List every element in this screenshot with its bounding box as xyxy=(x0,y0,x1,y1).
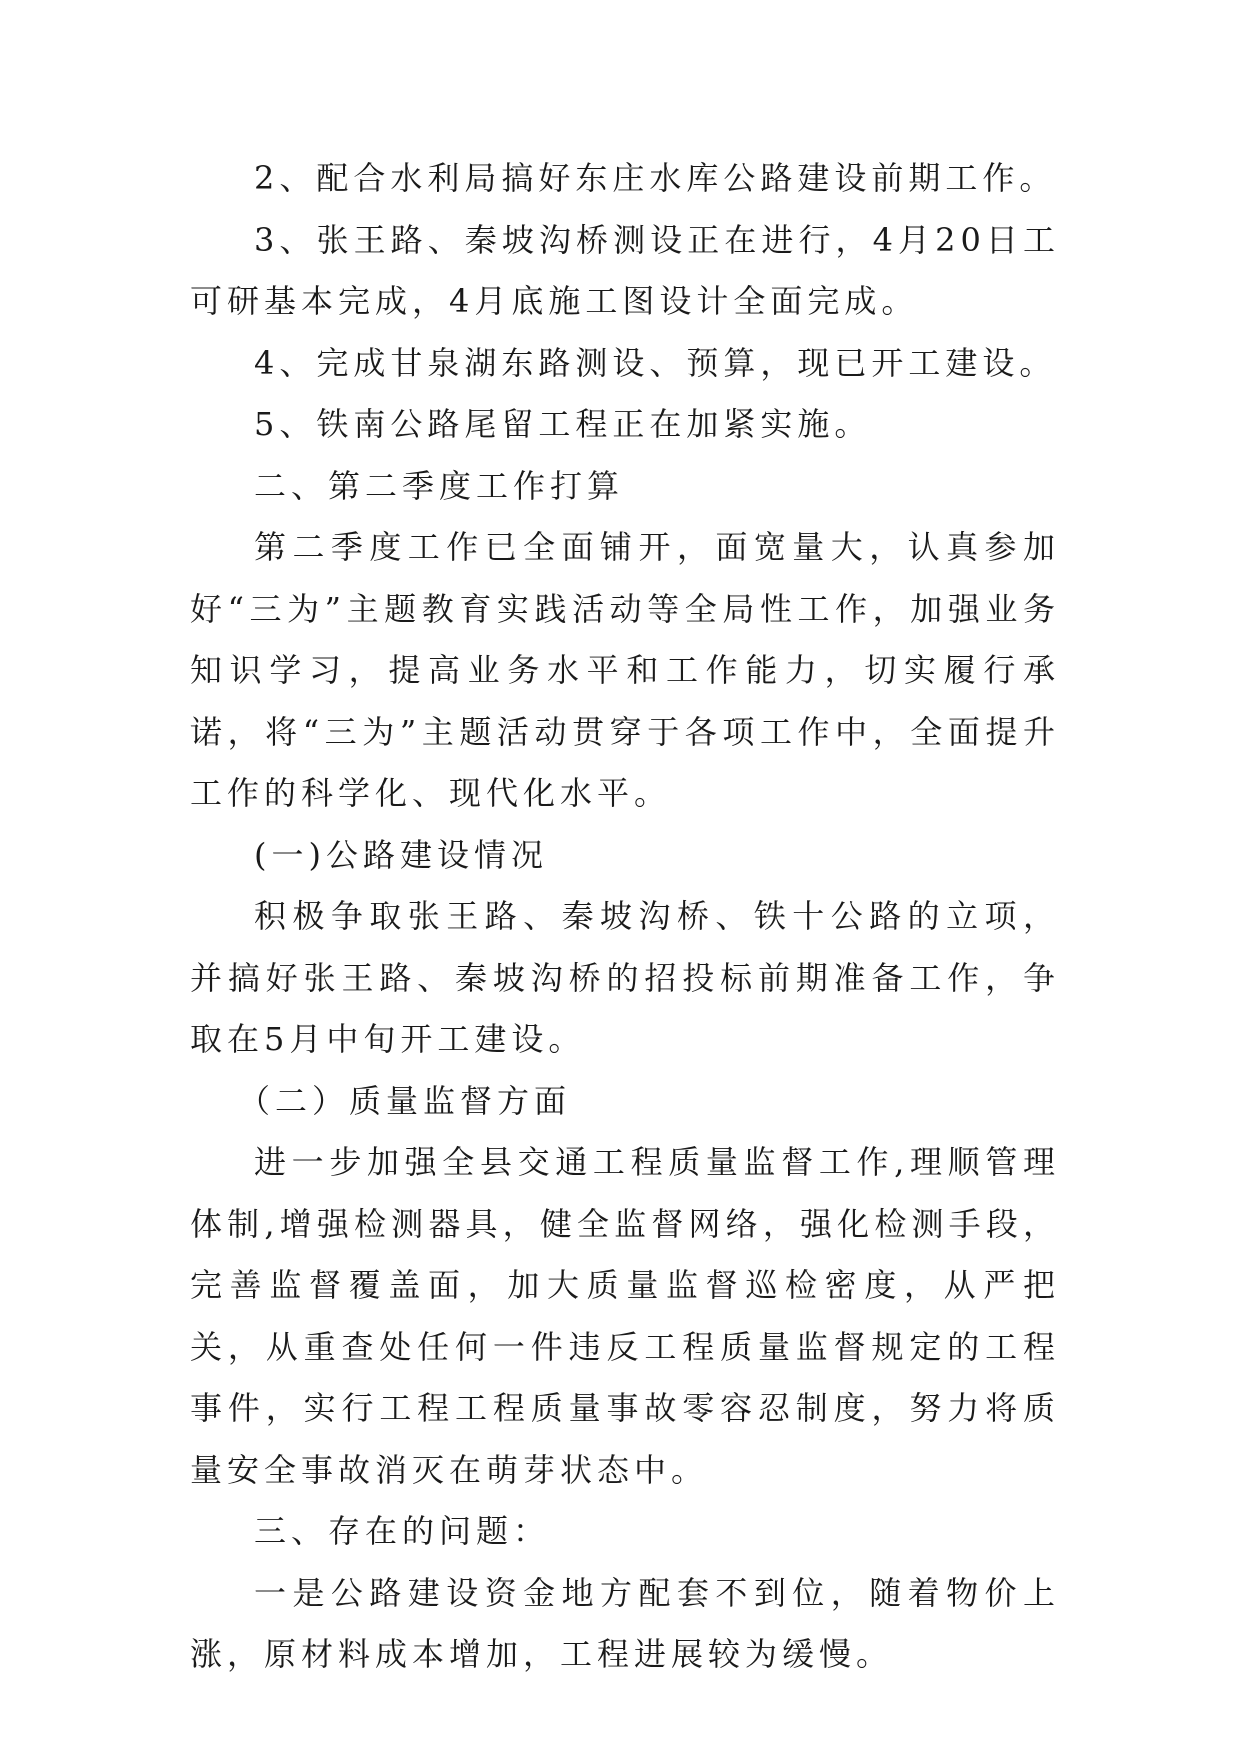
section-2-heading: 二、第二季度工作打算 xyxy=(254,466,625,505)
item-4-paragraph: 4、完成甘泉湖东路测设、预算，现已开工建设。 xyxy=(254,343,1057,382)
subsection-2-body: 进一步加强全县交通工程质量监督工作,理顺管理体制,增强检测器具，健全监督网络，强化检测手段，完善监督覆盖面，加大质量监督巡检密度，从严把关，从重查处任何一件违反工程质量监督规定的工程事件，实行工程工程质量事故零容忍制度，努力将质量安全事故消灭在萌芽状态中。 xyxy=(190,1143,1060,1489)
subsection-2-heading: （二）质量监督方面 xyxy=(238,1081,572,1120)
section-3-heading: 三、存在的问题： xyxy=(254,1512,551,1550)
item-3-paragraph: 3、张王路、秦坡沟桥测设正在进行，4月20日工可研基本完成，4月底施工图设计全面完成。 xyxy=(190,220,1060,320)
document-body xyxy=(190,148,1060,1686)
item-5-paragraph: 5、铁南公路尾留工程正在加紧实施。 xyxy=(254,405,872,443)
subsection-1-body: 积极争取张王路、秦坡沟桥、铁十公路的立项，并搞好张王路、秦坡沟桥的招投标前期准备工作，争取在5月中旬开工建设。 xyxy=(190,897,1060,1058)
section-2-body: 第二季度工作已全面铺开，面宽量大，认真参加好“三为”主题教育实践活动等全局性工作，加强业务知识学习，提高业务水平和工作能力，切实履行承诺，将“三为”主题活动贯穿于各项工作中，全面提升工作的科学化、现代化水平。 xyxy=(190,528,1060,812)
item-2-paragraph: 2、配合水利局搞好东庄水库公路建设前期工作。 xyxy=(254,159,1057,197)
section-3-body: 一是公路建设资金地方配套不到位，随着物价上涨，原材料成本增加，工程进展较为缓慢。 xyxy=(190,1573,1060,1673)
subsection-1-heading: (一)公路建设情况 xyxy=(254,835,548,874)
